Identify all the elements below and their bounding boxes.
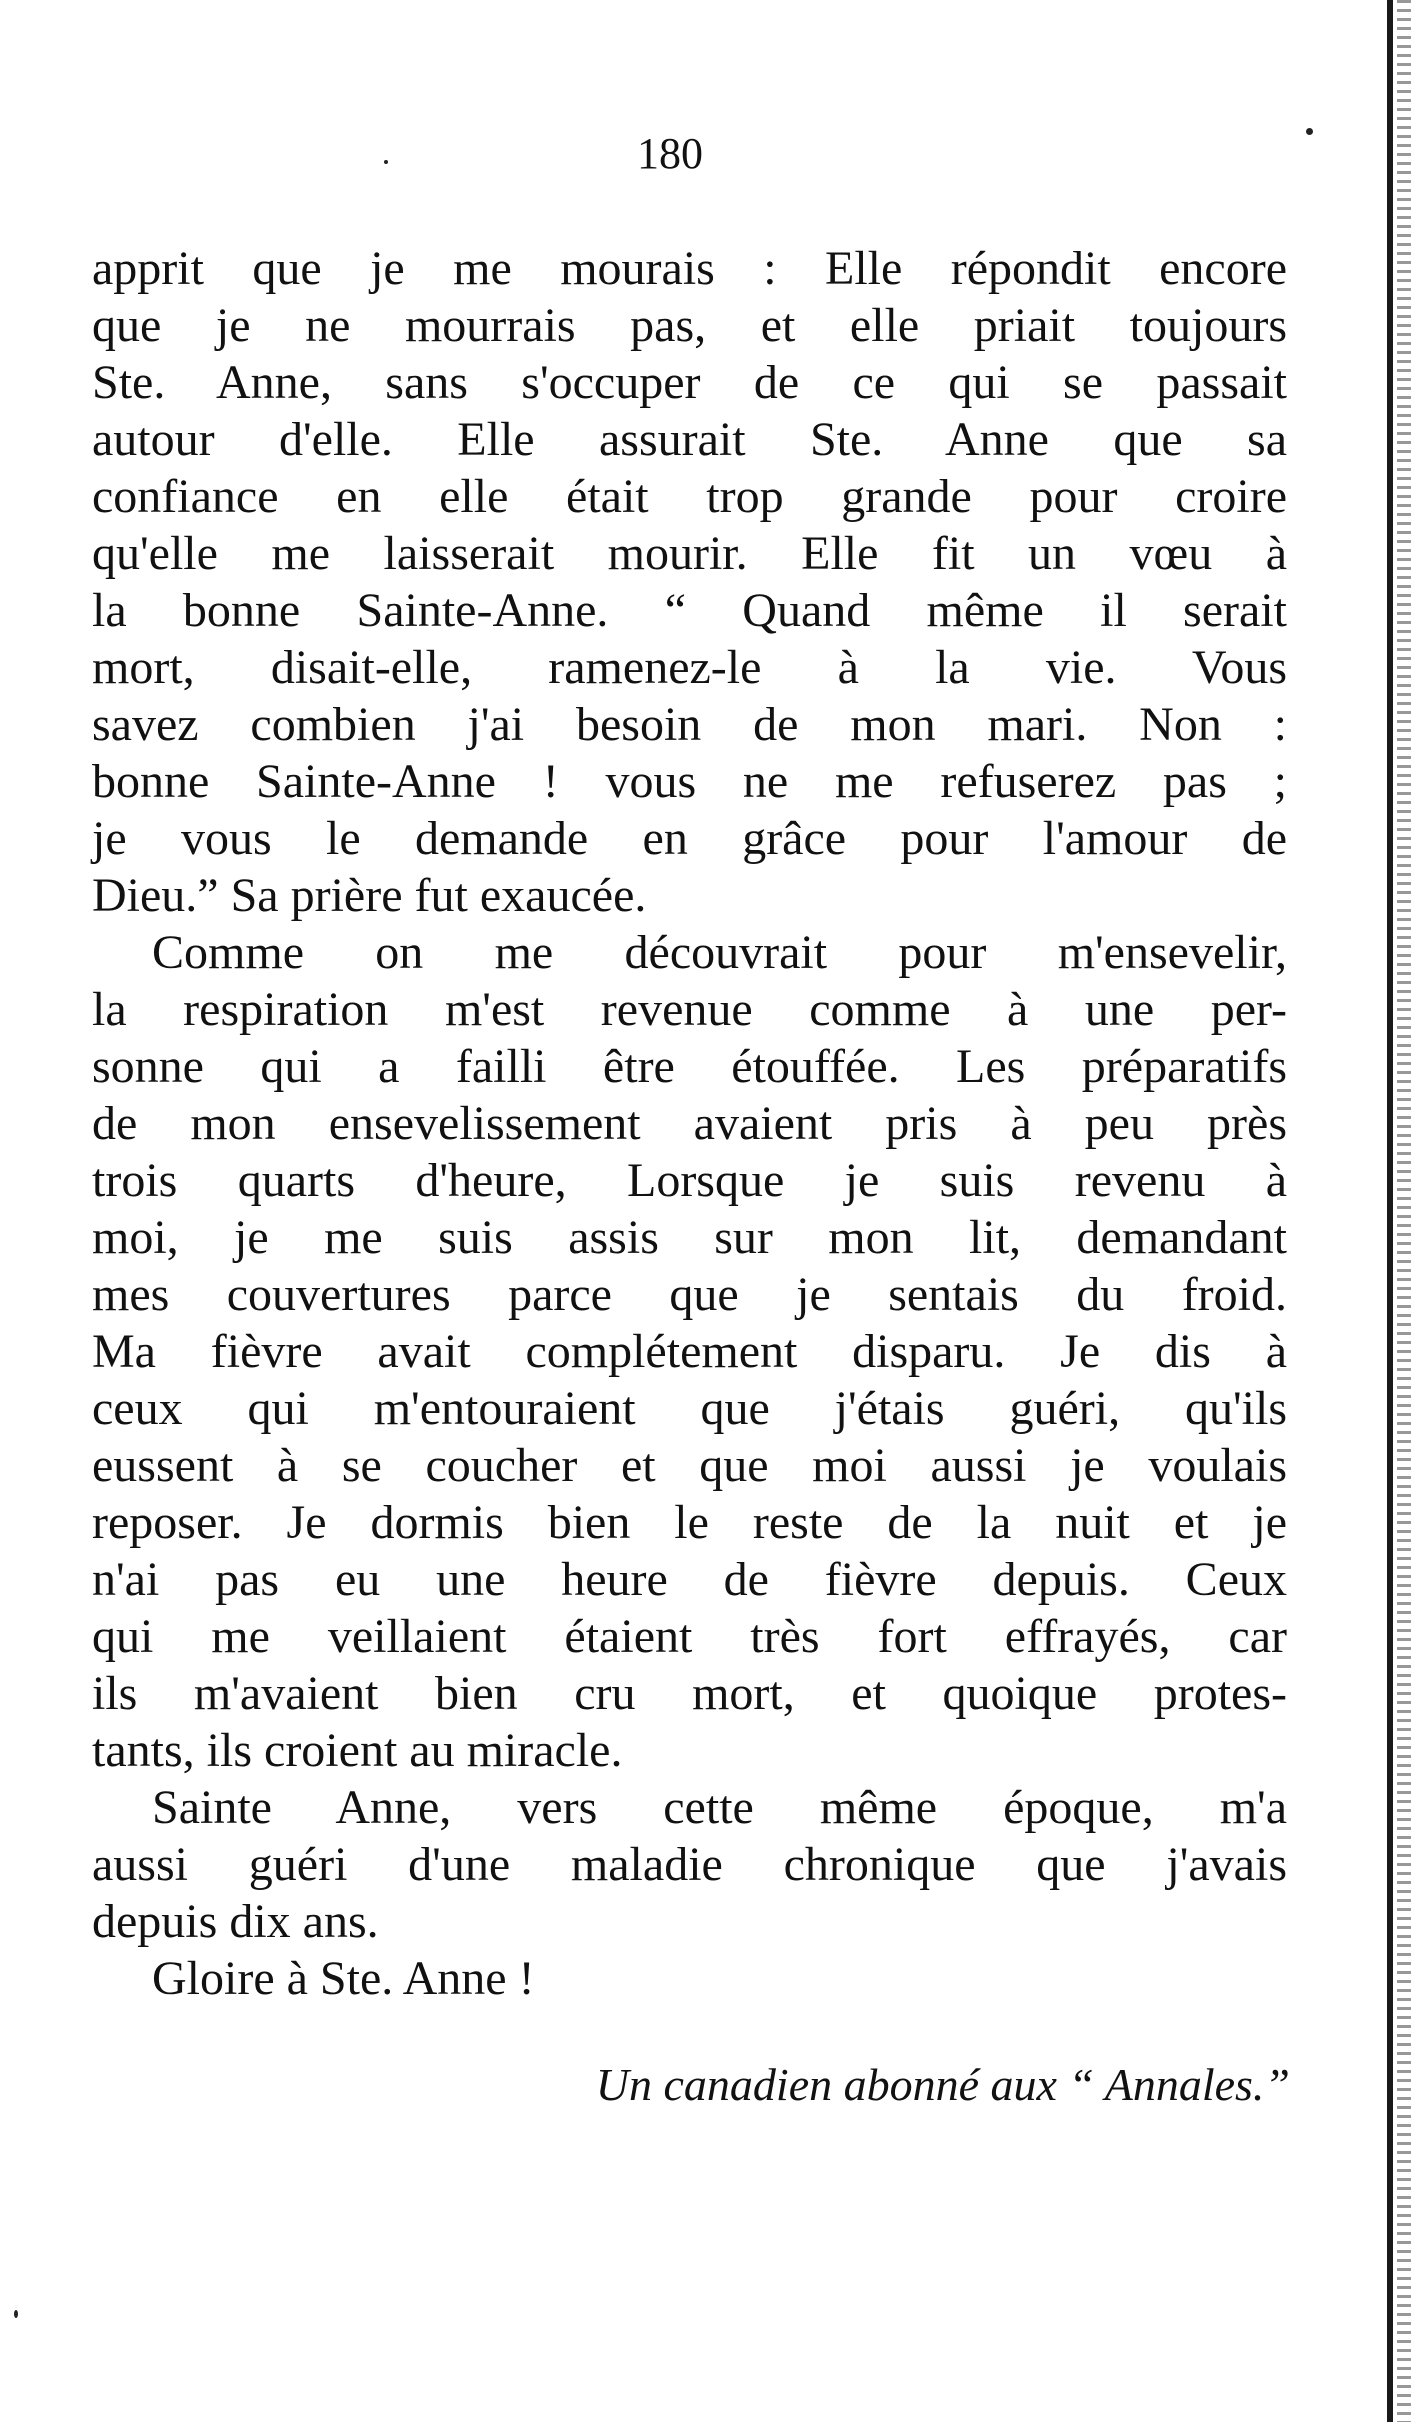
paragraph xyxy=(92,924,1287,1779)
page-edge-rule xyxy=(1387,0,1393,2422)
text-line: Ste. Anne, sans s'occuper de ce qui se passait xyxy=(92,356,1287,409)
text-line: sonne qui a failli être étouffée. Les préparatifs xyxy=(92,1040,1287,1093)
text-line: n'ai pas eu une heure de fièvre depuis. Ceux xyxy=(92,1553,1287,1606)
text-line: tants, ils croient au miracle. xyxy=(92,1724,623,1777)
paragraph xyxy=(92,240,1287,924)
text-line: mort, disait-elle, ramenez-le à la vie. Vous xyxy=(92,641,1287,694)
text-line: qui me veillaient étaient très fort effrayés, car xyxy=(92,1610,1287,1663)
text-line: je vous le demande en grâce pour l'amour de xyxy=(92,812,1287,865)
text-line: la respiration m'est revenue comme à une per- xyxy=(92,983,1287,1036)
text-line: autour d'elle. Elle assurait Ste. Anne que sa xyxy=(92,413,1287,466)
text-line: que je ne mourrais pas, et elle priait toujours xyxy=(92,299,1287,352)
text-line: reposer. Je dormis bien le reste de la nuit et je xyxy=(92,1496,1287,1549)
text-line: aussi guéri d'une maladie chronique que j'avais xyxy=(92,1838,1287,1891)
text-line: depuis dix ans. xyxy=(92,1895,379,1948)
text-line: trois quarts d'heure, Lorsque je suis revenu à xyxy=(92,1154,1287,1207)
text-line: eussent à se coucher et que moi aussi je voulais xyxy=(92,1439,1287,1492)
text-line: bonne Sainte-Anne ! vous ne me refuserez pas ; xyxy=(92,755,1287,808)
text-line: mes couvertures parce que je sentais du froid. xyxy=(92,1268,1287,1321)
text-line: Sainte Anne, vers cette même époque, m'a xyxy=(152,1781,1287,1834)
signature: Un canadien abonné aux “ Annales.” xyxy=(595,2059,1290,2110)
text-line: apprit que je me mourais : Elle répondit encore xyxy=(92,242,1287,295)
text-line: Comme on me découvrait pour m'ensevelir, xyxy=(152,926,1287,979)
page-edge-texture xyxy=(1397,0,1411,2422)
text-line: de mon ensevelissement avaient pris à peu près xyxy=(92,1097,1287,1150)
paragraph xyxy=(92,1779,1287,1950)
text-line: ils m'avaient bien cru mort, et quoique protes- xyxy=(92,1667,1287,1720)
text-line: Dieu.” Sa prière fut exaucée. xyxy=(92,869,647,922)
text-line: confiance en elle était trop grande pour croire xyxy=(92,470,1287,523)
paragraph xyxy=(92,1950,1287,2007)
text-line: Gloire à Ste. Anne ! xyxy=(152,1952,535,2005)
text-line: Ma fièvre avait complétement disparu. Je dis à xyxy=(92,1325,1287,1378)
page-number: 180 xyxy=(637,129,703,178)
body-text xyxy=(92,240,1287,2007)
text-line: la bonne Sainte-Anne. “ Quand même il serait xyxy=(92,584,1287,637)
text-line: savez combien j'ai besoin de mon mari. Non : xyxy=(92,698,1287,751)
text-line: moi, je me suis assis sur mon lit, demandant xyxy=(92,1211,1287,1264)
print-speck xyxy=(14,2310,18,2318)
text-line: ceux qui m'entouraient que j'étais guéri, qu'ils xyxy=(92,1382,1287,1435)
text-line: qu'elle me laisserait mourir. Elle fit un vœu à xyxy=(92,527,1287,580)
